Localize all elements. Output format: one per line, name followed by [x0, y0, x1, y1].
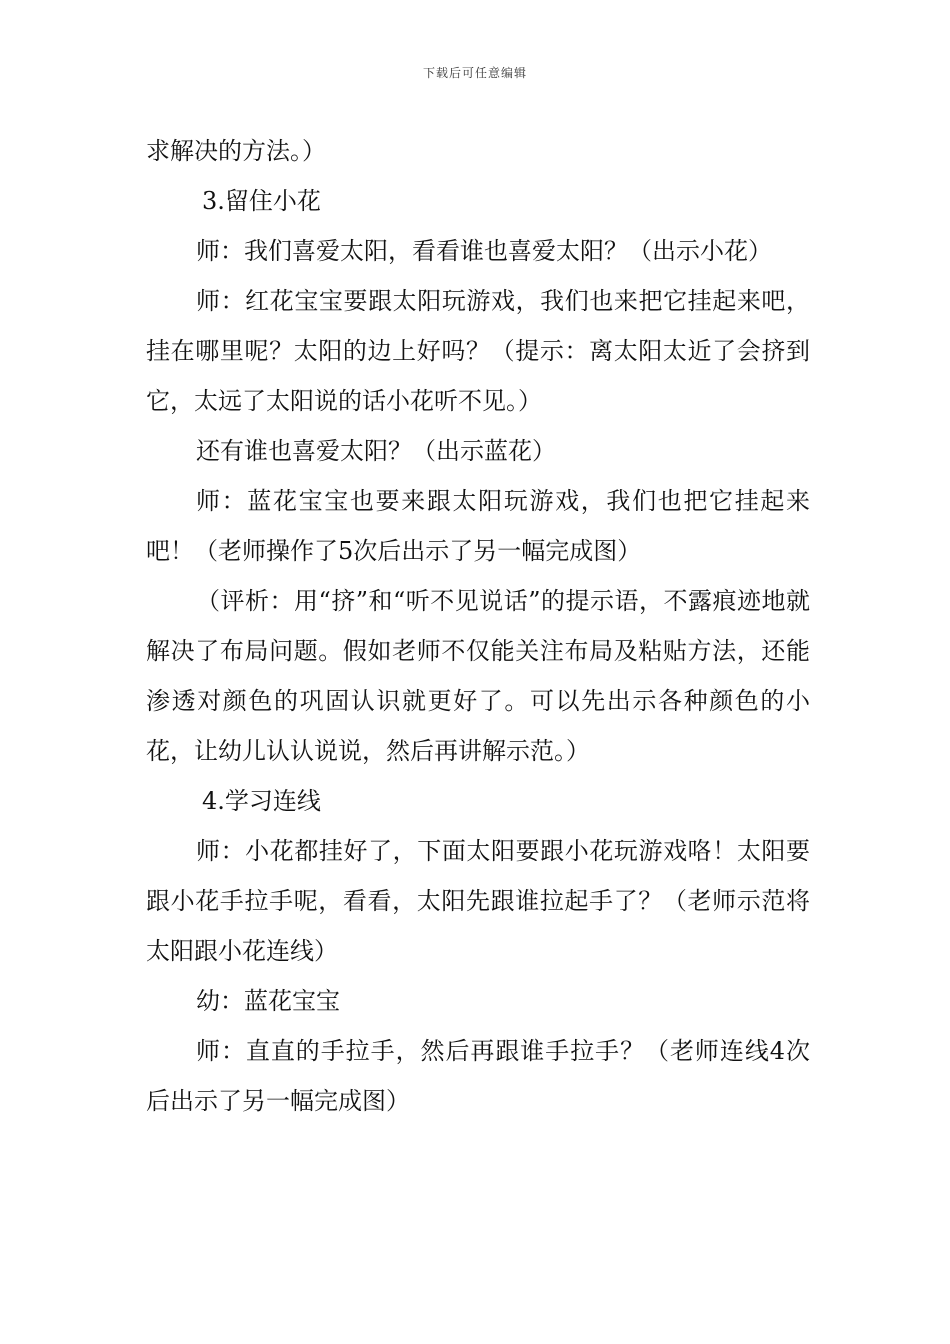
- paragraph-straight-lines: 师：直直的手拉手，然后再跟谁手拉手？（老师连线4次后出示了另一幅完成图）: [146, 1037, 810, 1115]
- document-body: [146, 126, 810, 1126]
- paragraph-blue-flower-question: 还有谁也喜爱太阳？（出示蓝花）: [196, 437, 556, 465]
- paragraph-commentary: （评析：用“挤”和“听不见说话”的提示语，不露痕迹地就解决了布局问题。假如老师不仅能关注布局及粘贴方法，还能渗透对颜色的巩固认识就更好了。可以先出示各种颜色的小花，让幼儿认认说说，然后再讲解示范。）: [146, 587, 810, 765]
- section-heading-learn-lines: 4.学习连线: [202, 787, 321, 815]
- paragraph-teacher-show-flower: 师：我们喜爱太阳，看看谁也喜爱太阳？（出示小花）: [196, 237, 772, 265]
- paragraph-continuation: 求解决的方法。）: [146, 137, 326, 165]
- paragraph-red-flower: 师：红花宝宝要跟太阳玩游戏，我们也来把它挂起来吧，挂在哪里呢？太阳的边上好吗？（提示：离太阳太近了会挤到它，太远了太阳说的话小花听不见。）: [146, 287, 810, 415]
- section-heading-keep-flowers: 3.留住小花: [202, 187, 321, 215]
- page-header: 下载后可任意编辑: [422, 66, 527, 80]
- paragraph-child-answer: 幼：蓝花宝宝: [196, 987, 340, 1015]
- paragraph-hand-in-hand: 师：小花都挂好了，下面太阳要跟小花玩游戏咯！太阳要跟小花手拉手呢，看看，太阳先跟谁拉起手了？（老师示范将太阳跟小花连线）: [146, 837, 810, 965]
- paragraph-blue-flower: 师：蓝花宝宝也要来跟太阳玩游戏，我们也把它挂起来吧！（老师操作了5次后出示了另一幅完成图）: [146, 487, 810, 565]
